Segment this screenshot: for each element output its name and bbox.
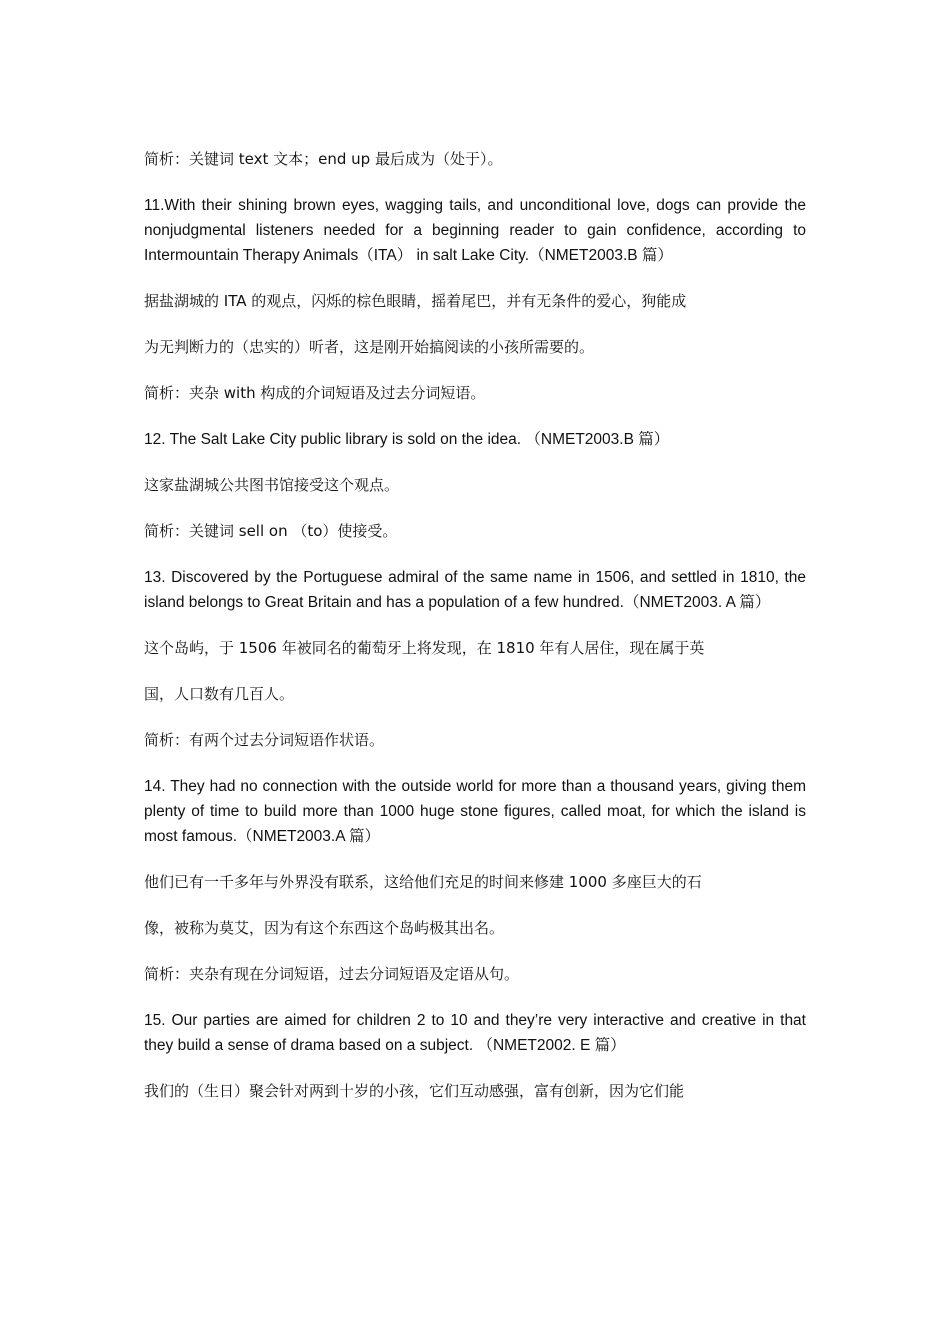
- sentence-11-translation-line-2: 为无判断力的（忠实的）听者，这是刚开始搞阅读的小孩所需要的。: [144, 338, 595, 356]
- analysis-14: 简析：夹杂有现在分词短语，过去分词短语及定语从句。: [144, 965, 520, 983]
- sentence-15-english: 15. Our parties are aimed for children 2 to 10 and they’re very interactive and creative in that they build a sense of drama based on a subject. （NMET2002. E 篇）: [144, 1012, 806, 1054]
- sentence-11-translation-line-1: 据盐湖城的 ITA 的观点，闪烁的棕色眼睛，摇着尾巴，并有无条件的爱心，狗能成: [144, 292, 687, 310]
- document-page: [144, 147, 806, 1125]
- sentence-13-translation-line-2: 国，人口数有几百人。: [144, 685, 295, 703]
- analysis-12: 简析：关键词 sell on （to）使接受。: [144, 522, 398, 540]
- sentence-13-english: 13. Discovered by the Portuguese admiral of the same name in 1506, and settled in 1810, the island belongs to Great Britain and has a population of a few hundred.（NMET2003. A 篇）: [144, 569, 806, 611]
- analysis-11: 简析：夹杂 with 构成的介词短语及过去分词短语。: [144, 384, 486, 402]
- sentence-14-translation-line-2: 像，被称为莫艾，因为有这个东西这个岛屿极其出名。: [144, 919, 505, 937]
- sentence-12-english: 12. The Salt Lake City public library is sold on the idea. （NMET2003.B 篇）: [144, 431, 670, 448]
- sentence-14-translation-line-1: 他们已有一千多年与外界没有联系，这给他们充足的时间来修建 1000 多座巨大的石: [144, 873, 702, 891]
- analysis-10: 简析：关键词 text 文本；end up 最后成为（处于）。: [144, 150, 503, 168]
- sentence-11-english: 11.With their shining brown eyes, wagging tails, and unconditional love, dogs can provide the nonjudgmental listeners needed for a beginning reader to gain confidence, according to Intermountain Therapy Animals（ITA） in salt Lake City.（NMET2003.B 篇）: [144, 197, 806, 264]
- sentence-12-translation: 这家盐湖城公共图书馆接受这个观点。: [144, 476, 400, 494]
- sentence-13-translation-line-1: 这个岛屿，于 1506 年被同名的葡萄牙上将发现，在 1810 年有人居住，现在属于英: [144, 639, 705, 657]
- sentence-15-translation-line-1: 我们的（生日）聚会针对两到十岁的小孩，它们互动感强，富有创新，因为它们能: [144, 1082, 685, 1100]
- analysis-13: 简析：有两个过去分词短语作状语。: [144, 731, 385, 749]
- sentence-14-english: 14. They had no connection with the outside world for more than a thousand years, giving them plenty of time to build more than 1000 huge stone figures, called moat, for which the island is most famous.（NMET2003.A 篇）: [144, 778, 806, 845]
